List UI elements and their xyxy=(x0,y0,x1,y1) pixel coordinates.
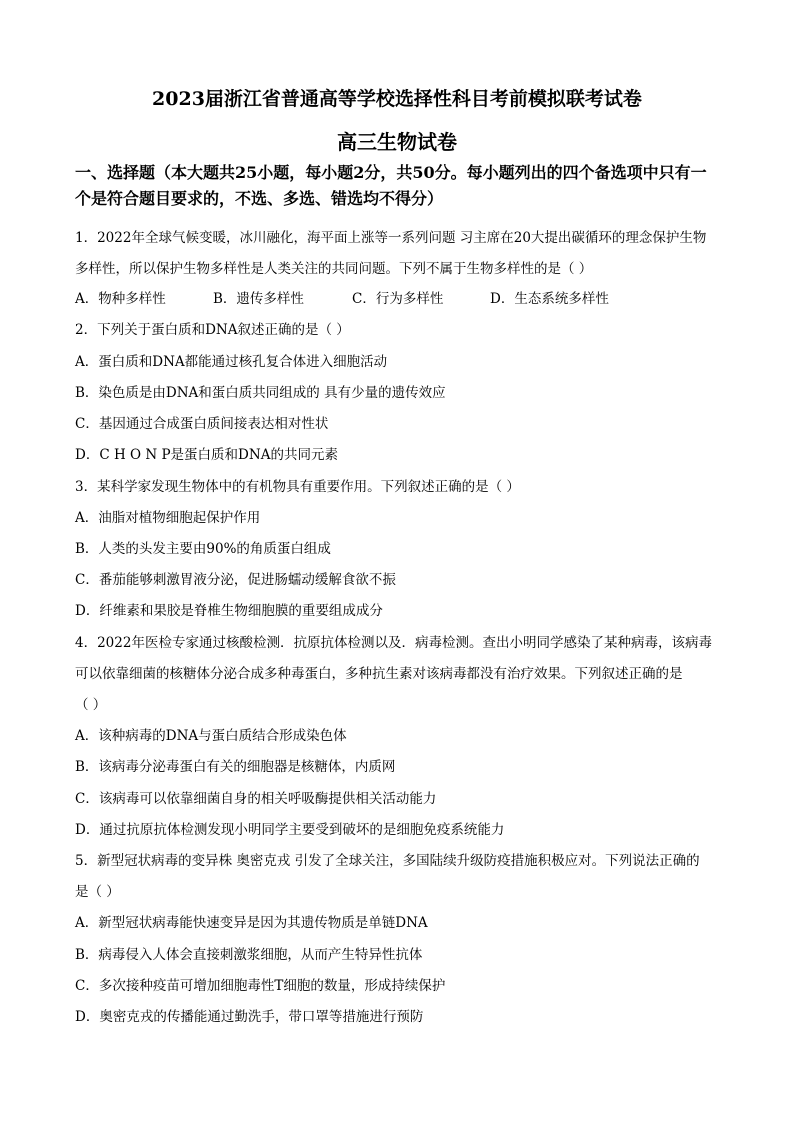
q5-option-c: C．多次接种疫苗可增加细胞毒性T细胞的数量，形成持续保护 xyxy=(75,978,446,994)
q2-stem: 2．下列关于蛋白质和DNA叙述正确的是（ ） xyxy=(75,322,350,338)
q3-option-d: D．纤维素和果胶是脊椎生物细胞膜的重要组成成分 xyxy=(75,603,383,619)
exam-title: 2023届浙江省普通高等学校选择性科目考前模拟联考试卷 xyxy=(152,88,642,110)
section-heading-line2: 个是符合题目要求的，不选、多选、错选均不得分） xyxy=(75,189,444,208)
q5-option-d: D．奥密克戎的传播能通过勤洗手，带口罩等措施进行预防 xyxy=(75,1009,424,1025)
q4-option-a: A．该种病毒的DNA与蛋白质结合形成染色体 xyxy=(75,728,347,744)
q1-option-d: D．生态系统多样性 xyxy=(490,291,609,307)
q5-option-a: A．新型冠状病毒能快速变异是因为其遗传物质是单链DNA xyxy=(75,915,428,931)
q4-stem-line3: （ ） xyxy=(75,697,107,713)
section-heading xyxy=(75,160,730,212)
q3-option-c: C．番茄能够刺激胃液分泌，促进肠蠕动缓解食欲不振 xyxy=(75,572,396,588)
q5-stem-line2: 是（ ） xyxy=(75,884,120,900)
q2-option-a: A．蛋白质和DNA都能通过核孔复合体进入细胞活动 xyxy=(75,354,388,370)
q5-stem-line1: 5．新型冠状病毒的变异株 奥密克戎 引发了全球关注，多国陆续升级防疫措施积极应对。下列说法正确的 xyxy=(75,853,700,869)
section-heading-line1: 一、选择题（本大题共25小题，每小题2分，共50分。每小题列出的四个备选项中只有一 xyxy=(75,163,707,182)
q4-option-d: D．通过抗原抗体检测发现小明同学主要受到破坏的是细胞免疫系统能力 xyxy=(75,822,505,838)
q4-stem-line2: 可以依靠细菌的核糖体分泌合成多种毒蛋白，多种抗生素对该病毒都没有治疗效果。下列叙述正确的是 xyxy=(75,666,683,682)
q2-option-d: D．C H O N P是蛋白质和DNA的共同元素 xyxy=(75,447,338,463)
q2-option-c: C．基因通过合成蛋白质间接表达相对性状 xyxy=(75,416,329,432)
q1-option-a: A．物种多样性 xyxy=(75,291,166,307)
q4-option-c: C．该病毒可以依靠细菌自身的相关呼吸酶提供相关活动能力 xyxy=(75,791,437,807)
q2-option-b: B．染色质是由DNA和蛋白质共同组成的 具有少量的遗传效应 xyxy=(75,385,446,401)
q1-stem-line1: 1．2022年全球气候变暖，冰川融化，海平面上涨等一系列问题 习主席在20大提出碳循环的理念保护生物 xyxy=(75,230,707,246)
q4-option-b: B．该病毒分泌毒蛋白有关的细胞器是核糖体，内质网 xyxy=(75,759,396,775)
q3-stem: 3．某科学家发现生物体中的有机物具有重要作用。下列叙述正确的是（ ） xyxy=(75,479,520,495)
q3-option-a: A．油脂对植物细胞起保护作用 xyxy=(75,510,261,526)
q4-stem-line1: 4．2022年医检专家通过核酸检测．抗原抗体检测以及．病毒检测。查出小明同学感染了某种病毒，该病毒 xyxy=(75,635,712,651)
q1-stem-line2: 多样性，所以保护生物多样性是人类关注的共同问题。下列不属于生物多样性的是（ ） xyxy=(75,261,593,277)
q3-option-b: B．人类的头发主要由90%的角质蛋白组成 xyxy=(75,541,331,557)
q1-option-b: B．遗传多样性 xyxy=(213,291,304,307)
q5-option-b: B．病毒侵入人体会直接刺激浆细胞，从而产生特异性抗体 xyxy=(75,947,423,963)
exam-subtitle: 高三生物试卷 xyxy=(337,130,457,154)
q1-option-c: C．行为多样性 xyxy=(352,291,444,307)
